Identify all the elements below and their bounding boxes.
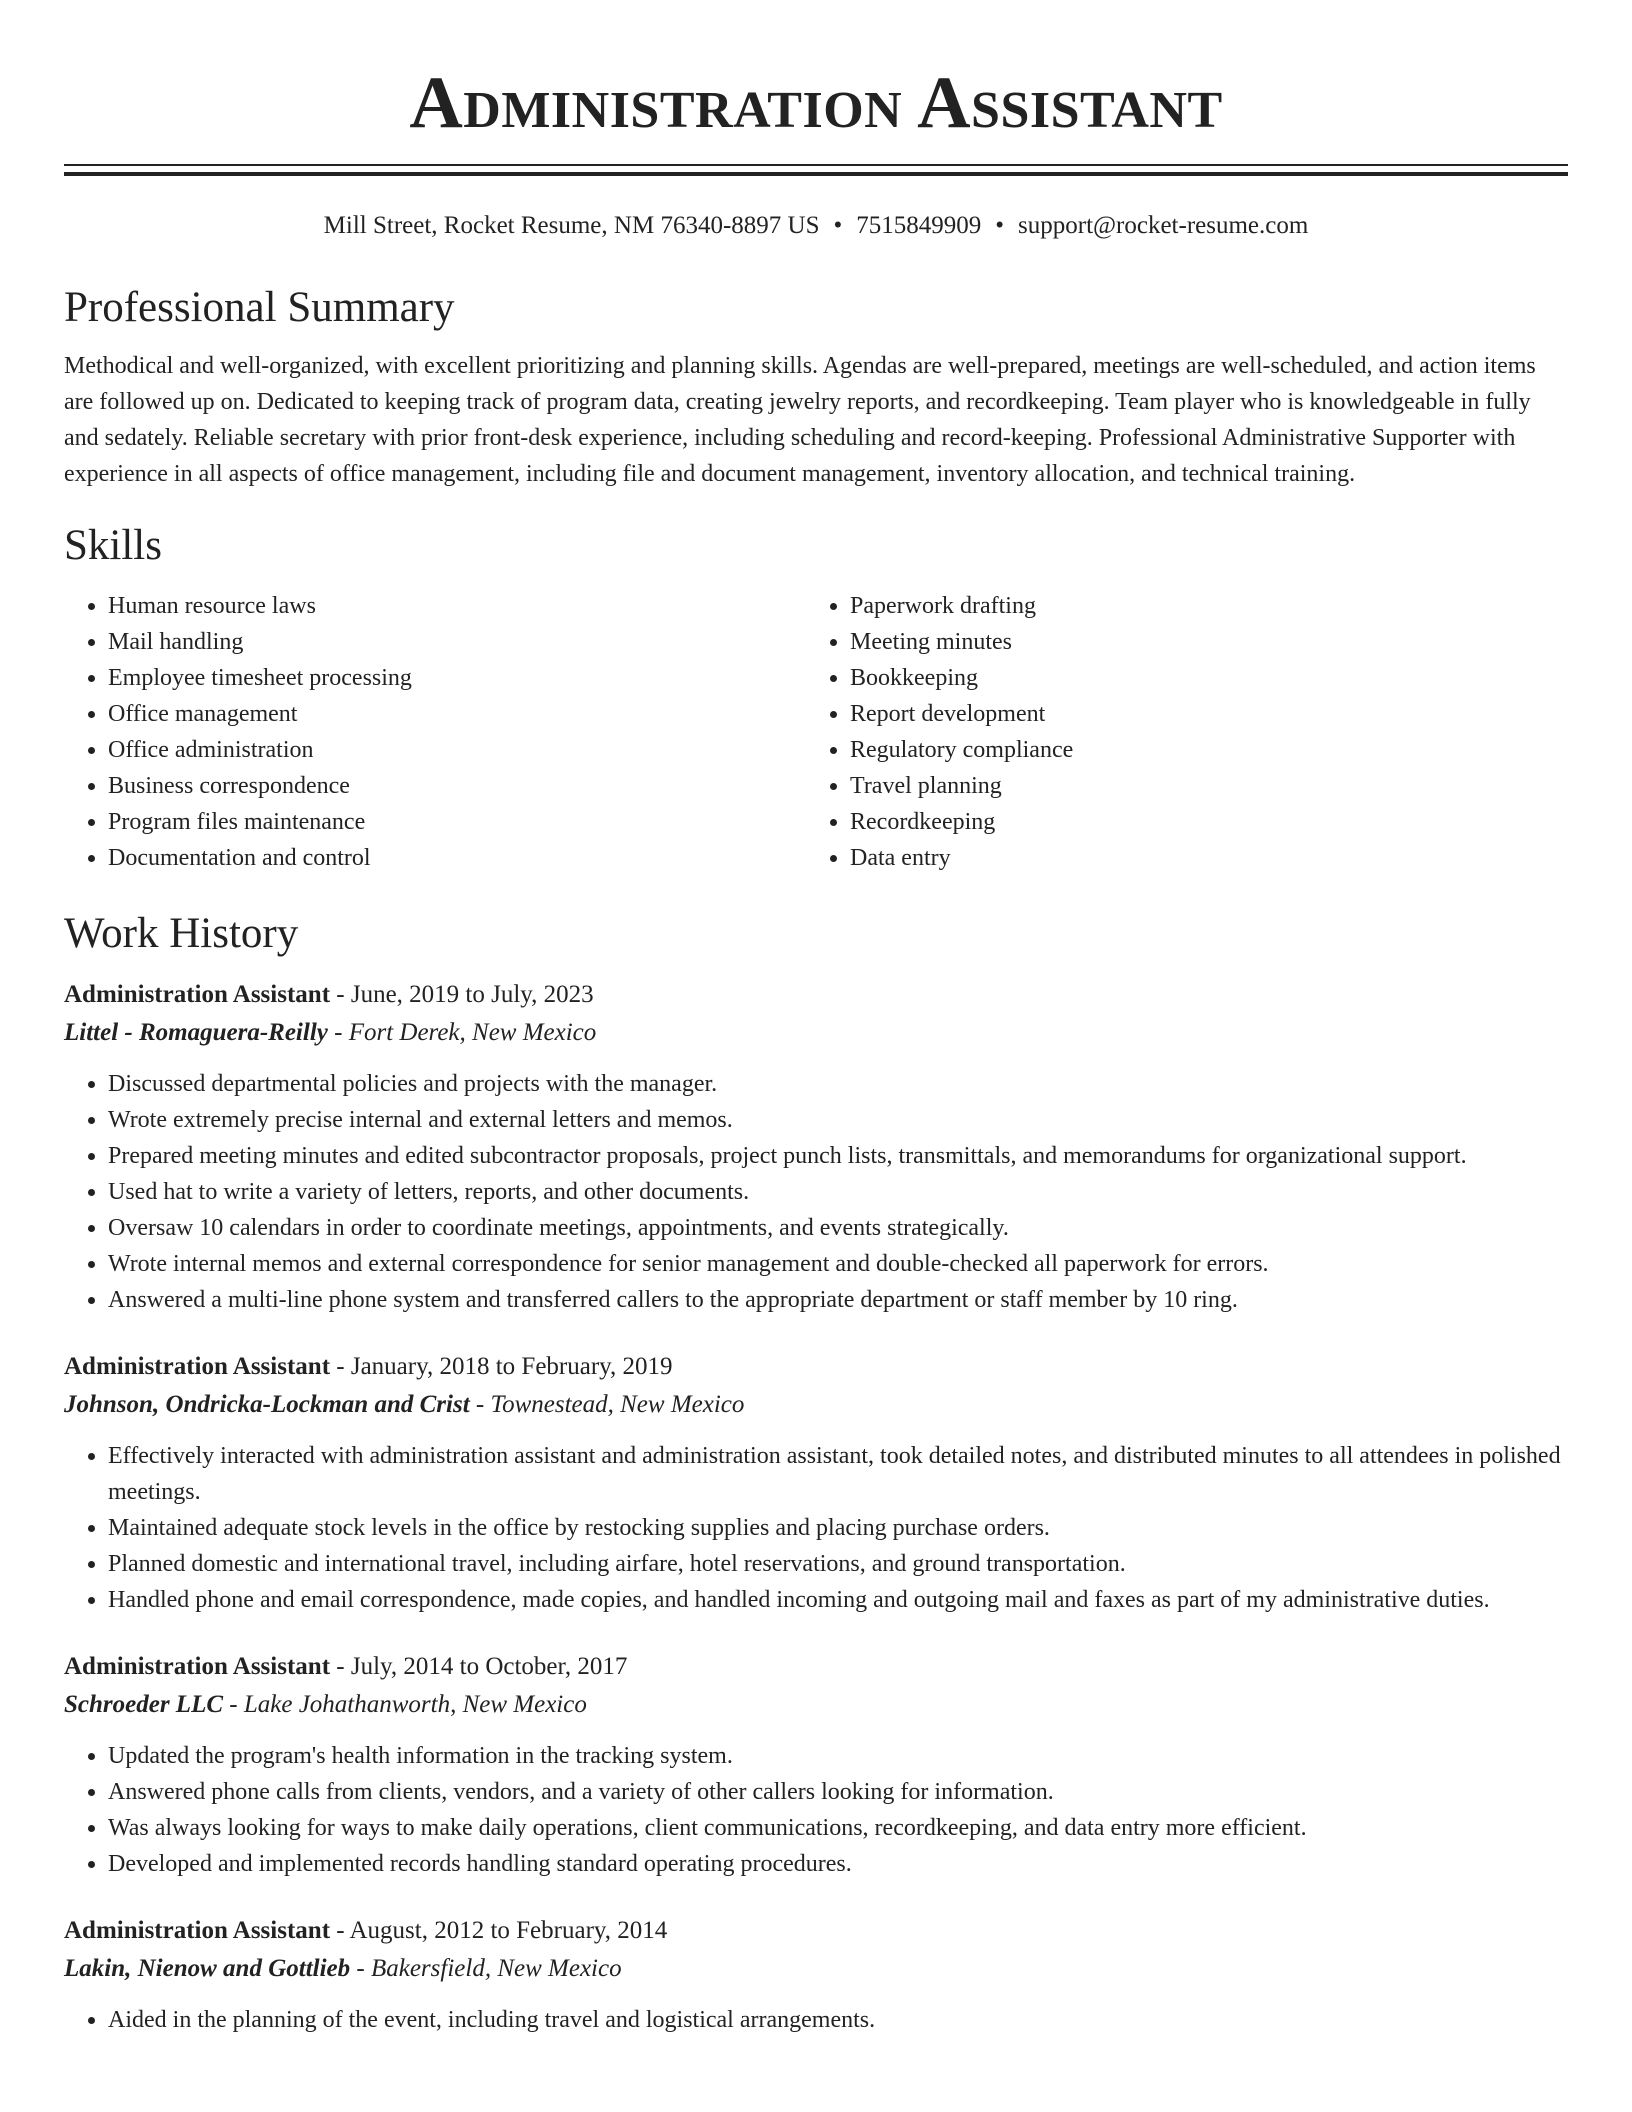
duties-list <box>64 1438 1568 1618</box>
resume-title: Administration Assistant <box>409 62 1223 144</box>
dash: - <box>350 1955 371 1982</box>
duty-item: • Maintained adequate stock levels in the office by restocking supplies and placing purchase orders. <box>108 1510 1568 1546</box>
job-location: Bakersfield, New Mexico <box>370 1955 622 1982</box>
job-title: Administration Assistant <box>64 1353 331 1380</box>
duty-item: • Developed and implemented records handling standard operating procedures. <box>108 1846 1568 1882</box>
company-name: Johnson, Ondricka-Lockman and Crist <box>64 1391 470 1418</box>
dash: - <box>469 1391 491 1418</box>
dash: - <box>223 1691 244 1718</box>
job-entry <box>64 1912 1568 2038</box>
job-title-line <box>64 976 1568 1014</box>
job-location: Fort Derek, New Mexico <box>348 1019 597 1046</box>
duty-item: • Aided in the planning of the event, including travel and logistical arrangements. <box>108 2002 1568 2038</box>
duty-item: • Planned domestic and international travel, including airfare, hotel reservations, and ground transportation. <box>108 1546 1568 1582</box>
duties-list <box>64 1066 1568 1318</box>
contact-separator: • <box>995 212 1005 239</box>
skill-item: • Recordkeeping <box>850 804 1548 840</box>
dash: - <box>330 981 351 1008</box>
duty-item: • Wrote internal memos and external correspondence for senior management and double-checked all paperwork for errors. <box>108 1246 1568 1282</box>
duty-item: • Discussed departmental policies and projects with the manager. <box>108 1066 1568 1102</box>
duty-item: • Used hat to write a variety of letters, reports, and other documents. <box>108 1174 1568 1210</box>
company-line <box>64 1686 1568 1724</box>
job-dates: July, 2014 to October, 2017 <box>350 1653 628 1680</box>
skills-column-left <box>64 588 806 876</box>
job-dates: June, 2019 to July, 2023 <box>350 981 594 1008</box>
skills-heading: Skills <box>64 522 162 569</box>
job-dates: August, 2012 to February, 2014 <box>349 1917 668 1944</box>
duties-list <box>64 2002 1568 2038</box>
contact-address: Mill Street, Rocket Resume, NM 76340-8897 US <box>323 212 820 239</box>
job-entry <box>64 1348 1568 1618</box>
company-name: Littel - Romaguera-Reilly <box>64 1019 328 1046</box>
job-title: Administration Assistant <box>64 1917 331 1944</box>
skill-item: • Office management <box>108 696 806 732</box>
skill-item: • Business correspondence <box>108 768 806 804</box>
work-history-heading: Work History <box>64 910 299 957</box>
job-location: Townestead, New Mexico <box>490 1391 745 1418</box>
job-entry <box>64 976 1568 1318</box>
title-divider-thin <box>64 164 1568 166</box>
company-name: Schroeder LLC <box>64 1691 224 1718</box>
company-line <box>64 1014 1568 1052</box>
title-divider-thick <box>64 172 1568 176</box>
summary-heading: Professional Summary <box>64 284 455 331</box>
skill-item: • Bookkeeping <box>850 660 1548 696</box>
skill-item: • Program files maintenance <box>108 804 806 840</box>
job-title: Administration Assistant <box>64 1653 331 1680</box>
duty-item: • Effectively interacted with administration assistant and administration assistant, took detailed notes, and distributed minutes to all attendees in polished meetings. <box>108 1438 1568 1510</box>
duty-item: • Updated the program's health information in the tracking system. <box>108 1738 1568 1774</box>
skill-item: • Regulatory compliance <box>850 732 1548 768</box>
contact-phone: 7515849909 <box>856 212 982 239</box>
skill-item: • Office administration <box>108 732 806 768</box>
duty-item: • Was always looking for ways to make daily operations, client communications, recordkeeping, and data entry more efficient. <box>108 1810 1568 1846</box>
contact-line <box>64 210 1568 242</box>
dash: - <box>330 1653 351 1680</box>
skill-item: • Travel planning <box>850 768 1548 804</box>
duty-item: • Answered a multi-line phone system and transferred callers to the appropriate department or staff member by 10 ring. <box>108 1282 1568 1318</box>
skills-column-right <box>806 588 1548 876</box>
job-title: Administration Assistant <box>64 981 331 1008</box>
job-dates: January, 2018 to February, 2019 <box>350 1353 673 1380</box>
duty-item: • Handled phone and email correspondence, made copies, and handled incoming and outgoing mail and faxes as part of my administrative duties. <box>108 1582 1568 1618</box>
summary-text: Methodical and well-organized, with excellent prioritizing and planning skills. Agendas are well-prepared, meetings are well-scheduled, and action items are followed up on. Dedicated to keeping track of program data, creating jewelry reports, and recordkeeping. Team player who is knowledgeable in fully and sedately. Reliable secretary with prior front-desk experience, including scheduling and record-keeping. Professional Administrative Supporter with experience in all aspects of office management, including file and document management, inventory allocation, and technical training. <box>64 353 1536 487</box>
skill-item: • Meeting minutes <box>850 624 1548 660</box>
dash: - <box>327 1019 349 1046</box>
duties-list <box>64 1738 1568 1882</box>
job-entry <box>64 1648 1568 1882</box>
contact-email: support@rocket-resume.com <box>1018 212 1309 239</box>
skill-item: • Data entry <box>850 840 1548 876</box>
contact-separator: • <box>833 212 843 239</box>
skill-item: • Human resource laws <box>108 588 806 624</box>
job-location: Lake Johathanworth, New Mexico <box>243 1691 587 1718</box>
company-line <box>64 1950 1568 1988</box>
skill-item: • Report development <box>850 696 1548 732</box>
skill-item: • Employee timesheet processing <box>108 660 806 696</box>
job-title-line <box>64 1912 1568 1950</box>
duty-item: • Oversaw 10 calendars in order to coordinate meetings, appointments, and events strategically. <box>108 1210 1568 1246</box>
company-name: Lakin, Nienow and Gottlieb <box>64 1955 351 1982</box>
dash: - <box>330 1353 351 1380</box>
duty-item: • Answered phone calls from clients, vendors, and a variety of other callers looking for information. <box>108 1774 1568 1810</box>
skill-item: • Paperwork drafting <box>850 588 1548 624</box>
duty-item: • Wrote extremely precise internal and external letters and memos. <box>108 1102 1568 1138</box>
company-line <box>64 1386 1568 1424</box>
job-title-line <box>64 1348 1568 1386</box>
job-title-line <box>64 1648 1568 1686</box>
dash: - <box>330 1917 350 1944</box>
duty-item: • Prepared meeting minutes and edited subcontractor proposals, project punch lists, transmittals, and memorandums for organizational support. <box>108 1138 1568 1174</box>
skills-list <box>64 588 1568 876</box>
skill-item: • Documentation and control <box>108 840 806 876</box>
skill-item: • Mail handling <box>108 624 806 660</box>
